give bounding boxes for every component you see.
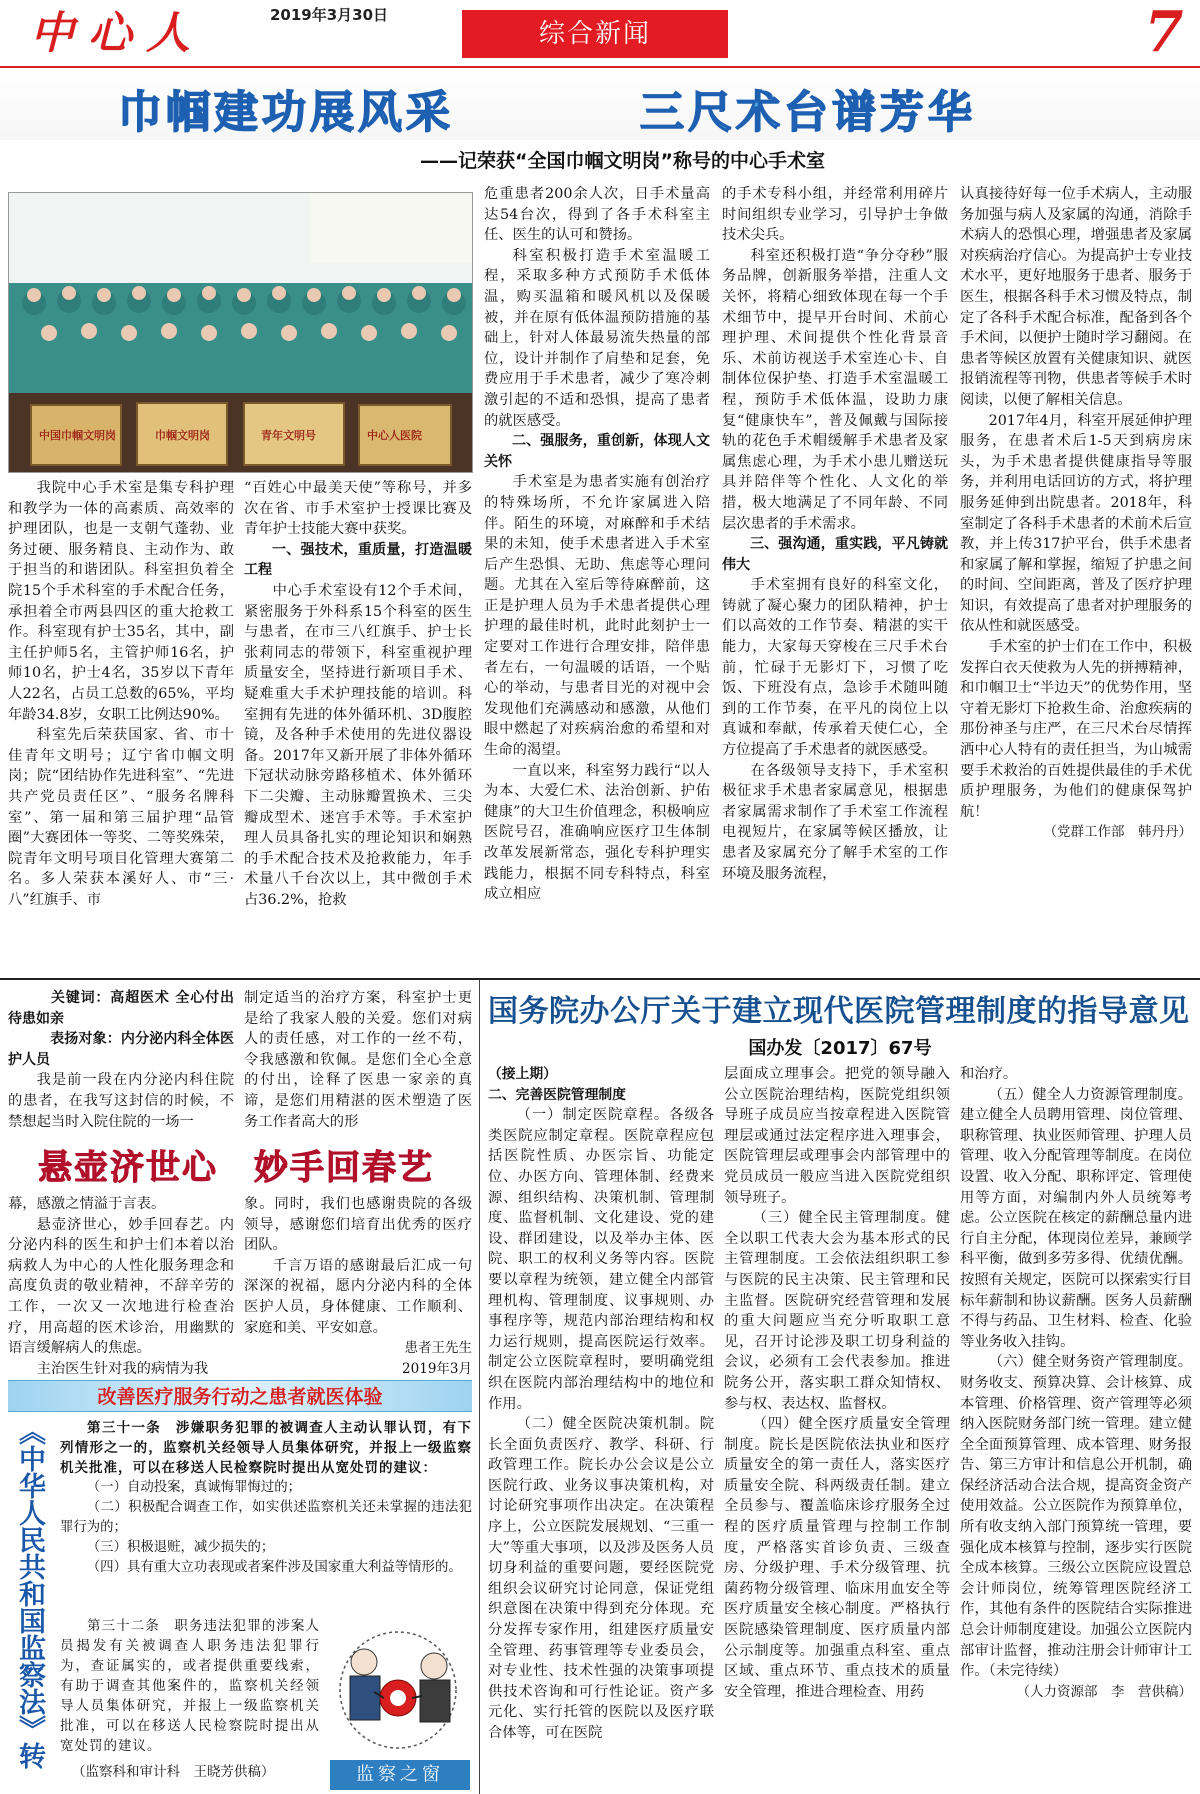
supervision-window-label: 监察之窗	[356, 1764, 444, 1785]
section-divider	[0, 978, 1200, 980]
letter-paragraph: 幕，感激之情溢于言表。	[8, 1196, 166, 1212]
masthead-rule	[0, 66, 1200, 68]
article1-paragraph: （党群工作部 韩丹丹）	[1043, 824, 1192, 841]
letter-column-2-bottom	[244, 1194, 472, 1376]
article1-paragraph: 手术室的护士们在工作中，积极发挥白衣天使救为人先的拼搏精神，和巾帼卫士“半边天”的优势作用，坚守着无影灯下抢救生命、治愈疾病的那份神圣与庄严，在三尺术台尽情挥洒中心人特有的责任担当，为山城需要手术救治的百姓提供最佳的手术优质护理服务，为他们的健康保驾护航！	[960, 639, 1192, 820]
article2-column-3	[960, 1064, 1192, 1792]
article1-column-1	[8, 478, 234, 974]
article1-paragraph: 三、强沟通，重实践，平凡铸就伟大	[722, 536, 948, 573]
article1-paragraph: 在各级领导支持下，手术室积极征求手术患者家属意见，根据患者家属需求制作了手术室工作流程电视短片，在家属等候区播放，让患者及家属充分了解手术室的工作环境及服务流程，	[722, 762, 948, 882]
article2-paragraph: （五）健全人力资源管理制度。建立健全人员聘用管理、岗位管理、职称管理、执业医师管理、护理人员管理、收入分配管理等制度。在岗位设置、收入分配、职称评定、管理使用等方面，对编制内外人员统筹考虑。公立医院在核定的薪酬总量内进行自主分配，体现岗位差异，兼顾学科平衡，做到多劳多得、优绩优酬。按照有关规定，医院可以探索实行目标年薪制和协议薪酬。医务人员薪酬不得与药品、卫生材料、检查、化验等业务收入挂钩。	[960, 1086, 1192, 1350]
article2-paragraph: 层面成立理事会。把党的领导融入公立医院治理结构，医院党组织领导班子成员应当按章程进入医院管理层或通过法定程序进入理事会，医院管理层或理事会内部管理中的党员成员一般应当进入医院党组织领导班子。	[724, 1066, 950, 1206]
article1-paragraph: “百姓心中最美天使”等称号，并多次在省、市手术室护士授课比赛及青年护士技能大赛中获奖。	[244, 480, 472, 538]
plaque-4: 中心人医院	[367, 429, 422, 442]
team-photo	[8, 192, 473, 473]
law-article-32-text: 第三十二条 职务违法犯罪的涉案人员揭发有关被调查人职务违法犯罪行为，查证属实的，或者提供重要线索，有助于调查其他案件的，监察机关经领导人员集体研究，并报上一级监察机关批准，可以在移送人民检察院时提出从宽处罚的建议。	[60, 1618, 320, 1754]
article2-docno: 国办发〔2017〕67号	[748, 1038, 932, 1059]
article2-paragraph: （三）健全民主管理制度。健全以职工代表大会为基本形式的民主管理制度。工会依法组织职工参与医院的民主决策、民主管理和民主监督。医院研究经营管理和发展的重大问题应当充分听取职工意见，召开讨论涉及职工切身利益的会议，必须有工会代表参加。推进院务公开，落实职工群众知情权、参与权、表达权、监督权。	[724, 1210, 950, 1412]
letter-paragraph: 患者王先生	[404, 1340, 472, 1357]
law-paragraph: （一）自动投案，真诚悔罪悔过的；	[86, 1480, 302, 1495]
article1-paragraph: 二、强服务，重创新，体现人文关怀	[484, 433, 710, 470]
article2-paragraph: （二）健全医院决策机制。院长全面负责医疗、教学、科研、行政管理工作。院长办公会议是公立医院行政、业务议事决策机构，对讨论研究事项作出决定。在决策程序上，公立医院发展规划、“三重一大”等重大事项，以及涉及医务人员切身利益的重要问题，要经医院党组织会议研究讨论同意，保证党组织意图在决策中得到充分体现。充分发挥专家作用，组建医疗质量安全管理、药事管理等专业委员会，对专业性、技术性强的决策事项提供技术咨询和可行性论证。资产多元化、实行托管的医院以及医疗联合体等，可在医院	[488, 1416, 714, 1741]
law-paragraph: 第三十一条 涉嫌职务犯罪的被调查人主动认罪认罚，有下列情形之一的，监察机关经领导人员集体研究，并报上一级监察机关批准，可以在移送人民检察院时提出从宽处罚的建议：	[60, 1420, 472, 1476]
article1-paragraph: 中心手术室设有12个手术间，紧密服务于外科系15个科室的医生与患者，在市三八红旗手、护士长张莉同志的带领下，科室重视护理质量安全，坚持进行新项目手术、疑难重大手术护理技能的培训。科室拥有先进的体外循环机、3D腹腔镜，及各种手术使用的先进仪器设备。2017年又新开展了非体外循环下冠状动脉旁路移植术、体外循环下二尖瓣、主动脉瓣置换术、三尖瓣成型术、迷宫手术等。手术室护理人员具备扎实的理论知识和娴熟的手术配合技术及抢救能力，年手术量八千台次以上，其中微创手术占36.2%，抢救	[244, 582, 472, 908]
article2-column-1	[488, 1064, 714, 1792]
section-label: 综合新闻	[538, 19, 651, 49]
letter-paragraph: 2019年3月	[402, 1360, 472, 1376]
article1-paragraph: 一、强技术，重质量，打造温暖工程	[244, 541, 472, 579]
team-photo-illustration	[9, 193, 473, 473]
law-vertical-title: 《中华人民共和国监察法》转	[14, 1418, 45, 1769]
article1-headline	[0, 70, 1200, 140]
article1-paragraph: 我院中心手术室是集专科护理和教学为一体的高素质、高效率的护理团队，也是一支朝气蓬勃、业务过硬、服务精良、主动作为、敢于担当的和谐团队。科室担负着全院15个手术科室的手术配合任务，承担着全市两县四区的重大抢救工作。科室现有护士35名，其中，副主任护师5名，主管护师16名，护师10名，护士4名，35岁以下青年人22名，占员工总数的65%，平均年龄34.8岁，女职工比例达90%。	[8, 480, 234, 723]
service-banner-text: 改善医疗服务行动之患者就医体验	[97, 1386, 383, 1408]
law-paragraph: （二）积极配合调查工作，如实供述监察机关还未掌握的违法犯罪行为的；	[60, 1500, 472, 1535]
page-number: 7	[1144, 0, 1184, 65]
article2-paragraph: （四）健全医疗质量安全管理制度。院长是医院依法执业和医疗质量安全的第一责任人，落实医疗质量安全院、科两级责任制。建立全员参与、覆盖临床诊疗服务全过程的医疗质量管理与控制工作制度，严格落实首诊负责、三级查房、分级护理、手术分级管理、抗菌药物分级管理、临床用血安全等医疗质量安全核心制度。严格执行医院感染管理制度、医疗质量内部公示制度等。加强重点科室、重点区域、重点环节、重点技术的质量安全管理，推进合理检查、用药	[724, 1416, 950, 1700]
article1-paragraph: 手术室是为患者实施有创治疗的特殊场所，不允许家属进入陪伴。陌生的环境，对麻醉和手术结果的未知，使手术患者进入手术室后产生恐惧、无助、焦虑等心理问题。尤其在入室后等待麻醉前，这正是护理人员为手术患者提供心理护理的最佳时机，此时此刻护士一定要对工作进行合理安排，陪伴患者左右，一句温暖的话语，一个贴心的举动，与患者目光的对视中会发现他们充满感动和感激，从他们眼中燃起了对疾病治愈的希望和对生命的渴望。	[484, 474, 710, 759]
article1-column-5	[960, 184, 1192, 974]
article1-column-2	[244, 478, 472, 974]
letter-paragraph: 我是前一段在内分泌内科住院的患者，在我写这封信的时候，不禁想起当时入院住院的一场一	[8, 1072, 234, 1130]
plaque-1: 中国巾帼文明岗	[39, 429, 116, 442]
article1-paragraph: 的手术专科小组，并经常利用碎片时间组织专业学习，引导护士争做技术尖兵。	[722, 186, 948, 244]
law-illustration	[324, 1620, 472, 1756]
article2-paragraph: （人力资源部 李 营供稿）	[1016, 1683, 1192, 1700]
article1-paragraph: 一直以来，科室努力践行“以人为本、大爱仁术、法治创新、护佑健康”的大卫生价值理念，积极响应医院号召，准确响应医疗卫生体制改革发展新常态，强化专科护理实践能力，根据不同专科特点，科室成立相应	[484, 762, 710, 903]
article2-headline: 国务院办公厅关于建立现代医院管理制度的指导意见	[488, 994, 1190, 1029]
article2-paragraph: 二、完善医院管理制度	[488, 1086, 626, 1103]
letter-paragraph: 制定适当的治疗方案，科室护士更是给了我家人般的关爱。您们对病人的责任感，对工作的一丝不苟，令我感激和钦佩。是您们全心全意的付出，诠释了医患一家亲的真谛，是您们用精湛的医术塑造了医务工作者高大的形	[244, 990, 472, 1130]
article2-paragraph: （六）健全财务资产管理制度。财务收支、预算决算、会计核算、成本管理、价格管理、资产管理等必须纳入医院财务部门统一管理。建立健全全面预算管理、成本管理、财务报告、第三方审计和信息公开机制，确保经济活动合法合规，提高资金资产使用效益。公立医院作为预算单位，所有收支纳入部门预算统一管理，要强化成本核算与控制，逐步实行医院全成本核算。三级公立医院应设置总会计师岗位，统筹管理医院经济工作，其他有条件的医院结合实际推进总会计师制度建设。加强公立医院内部审计监督，推动注册会计师审计工作。（未完待续）	[960, 1354, 1192, 1680]
masthead	[0, 0, 1200, 66]
letter-paragraph: 象。同时，我们也感谢贵院的各级领导，感谢您们培育出优秀的医疗团队。	[244, 1196, 472, 1254]
letter-paragraph: 千言万语的感谢最后汇成一句深深的祝福，愿内分泌内科的全体医护人员，身体健康、工作顺利、家庭和美、平安如意。	[244, 1257, 472, 1336]
article1-paragraph: 认真接待好每一位手术病人，主动服务加强与病人及家属的沟通，消除手术病人的恐惧心理，增强患者及家属对疾病治疗信心。为提高护士专业技术水平，更好地服务于患者、服务于医生，根据各科手术习惯及特点，制定了各科手术配合标准，配备到各个手术间，以便护士随时学习翻阅。在患者等候区放置有关健康知识、就医报销流程等刊物，供患者等候手术时阅读，以便了解相关信息。	[960, 186, 1192, 408]
article1-paragraph: 危重患者200余人次，日手术量高达54台次，得到了各手术科室主任、医生的认可和赞扬。	[484, 186, 710, 244]
letter-headline: 悬壶济世心 妙手回春艺	[38, 1148, 434, 1188]
article1-paragraph: 科室积极打造手术室温暖工程，采取多种方式预防手术低体温，购买温箱和暖风机以及保暖被，并在原有低体温预防措施的基础上，针对人体最易流失热量的部位，设计并制作了肩垫和足套，免费应用于手术患者，减少了寒冷刺激引起的不适和恐惧，提高了患者的就医感受。	[484, 247, 710, 429]
supervision-window-tag	[330, 1760, 470, 1790]
law-signature: （监察科和审计科 王晓芳供稿）	[72, 1764, 275, 1780]
letter-column-1-bottom	[8, 1194, 234, 1376]
headline-part-a: 巾帼建功展风采	[118, 87, 454, 138]
headline-part-b: 三尺术台谱芳华	[640, 87, 976, 138]
law-article-32	[60, 1616, 320, 1758]
article2-paragraph: （一）制定医院章程。各级各类医院应制定章程。医院章程应包括医院性质、办医宗旨、功能定位、办医方向、管理体制、经费来源、组织结构、决策机制、管理制度、监督机制、文化建设、党的建设、群团建设，以及举办主体、医院、职工的权利义务等内容。医院要以章程为统领，建立健全内部管理机构、管理制度、议事规则、办事程序等，规范内部治理结构和权力运行规则，提高医院运行效率。制定公立医院章程时，要明确党组织在医院内部治理结构中的地位和作用。	[488, 1107, 714, 1412]
newspaper-logo: 中心人	[30, 8, 204, 59]
law-paragraph: （三）积极退赃，减少损失的；	[86, 1540, 275, 1555]
law-article-31	[60, 1418, 472, 1616]
article2-column-2	[724, 1064, 950, 1792]
service-banner	[8, 1380, 472, 1412]
article1-paragraph: 2017年4月，科室开展延伸护理服务，在患者术后1-5天到病房床头，为手术患者提供健康指导等服务，并利用电话回访的方式，将护理服务延伸到出院患者。2018年，科室制定了各科手术患者的术前术后宣教，并上传317护平台，供手术患者和家属了解和掌握，缩短了护患之间的时间、空间距离，普及了医疗护理知识，有效提高了患者对护理服务的依从性和就医感受。	[960, 412, 1192, 635]
vertical-divider	[479, 980, 480, 1794]
article1-paragraph: 手术室拥有良好的科室文化，铸就了凝心聚力的团队精神，护士们以高效的工作节奏、精湛的实干能力，大家每天穿梭在三尺手术台前，忙碌于无影灯下，习惯了吃饭、下班没有点，急诊手术随叫随到的工作节奏，在平凡的岗位上以真诚和奉献，传承着天使仁心，全方位提高了手术患者的就医感受。	[722, 577, 948, 759]
law-paragraph: （四）具有重大立功表现或者案件涉及国家重大利益等情形的。	[86, 1560, 462, 1575]
article1-paragraph: 科室先后荣获国家、省、市十佳青年文明号；辽宁省巾帼文明岗；院“团结协作先进科室”、“先进共产党员责任区”、“服务名牌科室”、第一届和第三届护理“品管圈”大赛团体一等奖、二等奖殊荣，院青年文明号项目化管理大赛第二名。多人荣获本溪好人、市“三·八”红旗手、市	[8, 727, 234, 908]
letter-paragraph: 悬壶济世心，妙手回春艺。内分泌内科的医生和护士们本着以治病救人为中心的人性化服务理念和高度负责的敬业精神，不辞辛劳的工作，一次又一次地进行检查治疗，用高超的医术诊治，用幽默的语言缓解病人的焦虑。	[8, 1216, 234, 1357]
letter-column-2-top	[244, 988, 472, 1138]
letter-paragraph: 表扬对象：内分泌内科全体医护人员	[8, 1031, 234, 1068]
section-tab	[462, 10, 728, 58]
article1-column-4	[722, 184, 948, 974]
letter-paragraph: 主治医生针对我的病情为我	[36, 1360, 209, 1376]
article2-paragraph: 和治疗。	[960, 1066, 1018, 1082]
plaque-2: 巾帼文明岗	[155, 429, 210, 442]
article1-subtitle: ——记荣获“全国巾帼文明岗”称号的中心手术室	[420, 150, 825, 172]
officials-illustration	[324, 1620, 472, 1756]
plaque-3: 青年文明号	[261, 429, 316, 442]
article1-paragraph: 科室还积极打造“争分夺秒”服务品牌，创新服务举措，注重人文关怀，将精心细致体现在每一个手术细节中，提早开台时间、术前心理护理、术间提供个性化背景音乐、术前访视送手术室连心卡、自制体位保护垫、打造手术室温暖工程，预防手术低体温，设助力康复“健康快车”，普及佩戴与国际接轨的花色手术帽缓解手术患者及家属焦虑心理，为手术小患儿赠送玩具并陪伴等个性化、人文化的举措，极大地满足了不同年龄、不同层次患者的手术需求。	[722, 247, 948, 532]
letter-column-1-top	[8, 988, 234, 1138]
issue-date: 2019年3月30日	[270, 6, 389, 24]
article2-paragraph: （接上期）	[488, 1066, 557, 1082]
letter-paragraph: 关键词：高超医术 全心付出 待患如亲	[8, 990, 234, 1027]
article1-column-3	[484, 184, 710, 974]
